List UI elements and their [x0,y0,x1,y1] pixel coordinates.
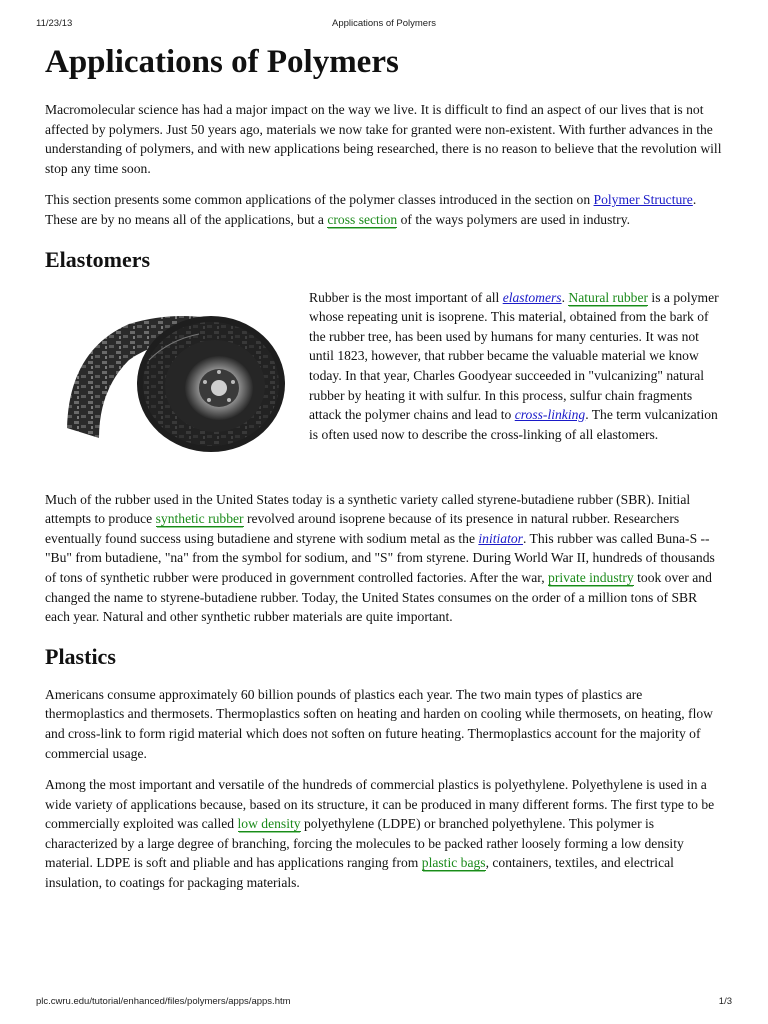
low-density-link[interactable]: low density [237,816,301,832]
print-footer [36,996,732,1010]
cross-section-link[interactable]: cross section [327,211,398,227]
elastomers-heading: Elastomers [45,246,151,272]
article [45,38,723,905]
print-title: Applications of Polymers [331,18,437,29]
private-industry-link[interactable]: private industry [548,569,634,585]
elastomers-paragraph-1: Rubber is the most important of all elastomers. Natural rubber is a polymer whose repeating unit is isoprene. This material, obtained from the bark of the rubber tree, has been used by humans for many centuries. It was not until 1823, however, that rubber became the valuable material we know today. In that year, Charles Goodyear succeeded in "vulcanizing" natural rubber by heating it with sulfur. In this process, sulfur chain fragments attack the polymer chains and lead to cross-linking. The term vulcanization is often used now to describe the cross-linking of all elastomers. [309,289,719,442]
cross-linking-link[interactable]: cross-linking [514,407,586,423]
print-header [36,18,732,32]
synthetic-rubber-link[interactable]: synthetic rubber [155,511,244,527]
elastomers-block [45,288,723,480]
intro-paragraph-2: This section presents some common applications of the polymer classes introduced in the section on Polymer Structure. These are by no means all of the applications, but a cross section of the ways polymers are used in industry. [45,192,697,227]
elastomers-text [309,288,723,445]
intro-paragraph-1: Macromolecular science has had a major impact on the way we live. It is difficult to find an aspect of our lives that is not affected by polymers. Just 50 years ago, materials we now take for granted were non-existent. With further advances in the understanding of polymers, and with new applications being researched, there is no reason to believe that the revolution will stop any time soon. [45,102,722,176]
plastic-bags-link[interactable]: plastic bags [421,855,486,871]
print-url: plc.cwru.edu/tutorial/enhanced/files/polymers/apps/apps.htm [36,996,291,1007]
plastics-paragraph-1: Americans consume approximately 60 billion pounds of plastics each year. The two main types of plastics are thermoplastics and thermosets. Thermoplastics soften on heating and harden on cooling while thermosets, on heating, flow and cross-link to form rigid material which does not soften on future heating. Thermoplastics account for the majority of commercial usage. [45,686,713,761]
elastomers-link[interactable]: elastomers [502,289,562,305]
polymer-structure-link[interactable]: Polymer Structure [593,192,693,208]
page-title: Applications of Polymers [45,44,399,80]
elastomers-paragraph-2: Much of the rubber used in the United States today is a synthetic variety called styrene-butadiene rubber (SBR). Initial attempts to produce synthetic rubber revolved around isoprene because of its presence in natural rubber. Researchers eventually found success using butadiene and styrene with sodium metal as the initiator. This rubber was called Buna-S -- "Bu" from butadiene, "na" from the symbol for sodium, and "S" from styrene. During World War II, hundreds of thousands of tons of synthetic rubber were produced in government controlled factories. After the war, private industry took over and changed the name to styrene-butadiene rubber. Today, the United States consumes on the order of a million tons of SBR each year. Natural and other synthetic rubber materials are quite important. [45,491,715,625]
page-number: 1/3 [718,996,732,1007]
initiator-link[interactable]: initiator [478,530,523,546]
plastics-heading: Plastics [45,643,116,669]
plastics-paragraph-2: Among the most important and versatile of the hundreds of commercial plastics is polyethylene. Polyethylene is used in a wide variety of applications because, based on its structure, it can be produced in many different forms. The first type to be commercially exploited was called low density polyethylene (LDPE) or branched polyethylene. This polymer is characterized by a large degree of branching, forcing the molecules to be packed rather loosely forming a low density material. LDPE is soft and pliable and has applications ranging from plastic bags, containers, textiles, and electrical insulation, to coatings for packaging materials. [45,777,715,891]
tire-image [59,310,287,454]
natural-rubber-link[interactable]: Natural rubber [568,289,649,305]
print-date: 11/23/13 [36,18,73,29]
